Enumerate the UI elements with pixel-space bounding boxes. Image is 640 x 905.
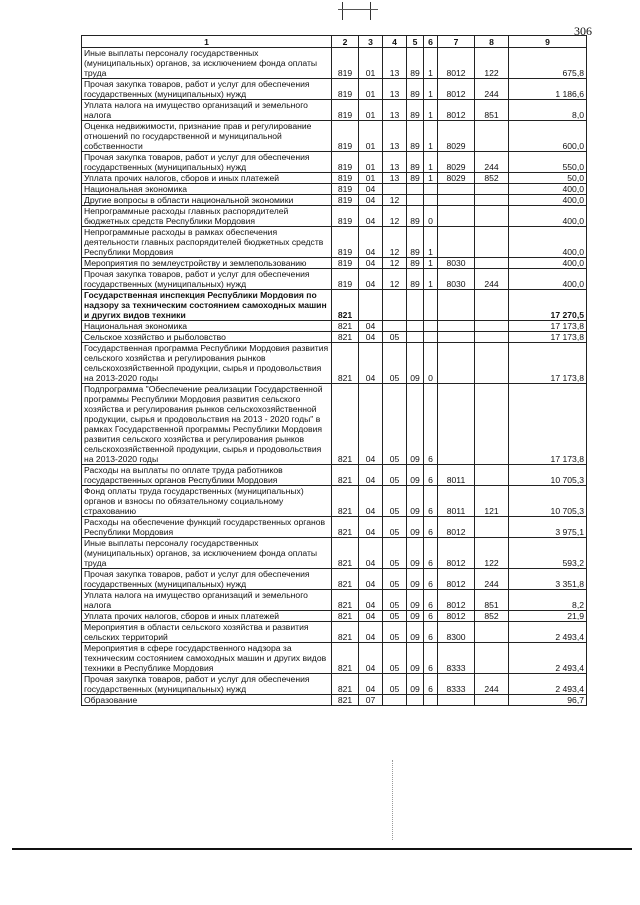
- row-code-c4: 05: [383, 332, 407, 343]
- row-amount: 3 351,8: [509, 569, 587, 590]
- row-code-c3: 04: [359, 269, 383, 290]
- row-code-c2: 821: [332, 465, 359, 486]
- row-code-c7: 8029: [438, 121, 475, 152]
- row-amount: 3 975,1: [509, 517, 587, 538]
- row-code-c2: 819: [332, 48, 359, 79]
- row-code-c6: [424, 695, 438, 706]
- row-code-c3: 04: [359, 538, 383, 569]
- row-code-c4: 13: [383, 79, 407, 100]
- table-row: [82, 384, 587, 465]
- row-description: Фонд оплаты труда государственных (муниципальных) органов и взносы по обязательному социальному страхованию: [82, 486, 332, 517]
- row-code-c2: 821: [332, 674, 359, 695]
- row-code-c4: 12: [383, 258, 407, 269]
- row-code-c7: 8012: [438, 569, 475, 590]
- row-amount: 593,2: [509, 538, 587, 569]
- row-description: Национальная экономика: [82, 321, 332, 332]
- row-code-c4: 05: [383, 611, 407, 622]
- row-code-c2: 821: [332, 643, 359, 674]
- row-amount: 2 493,4: [509, 622, 587, 643]
- row-code-c6: [424, 290, 438, 321]
- row-code-c5: 89: [407, 269, 424, 290]
- row-code-c7: [438, 695, 475, 706]
- row-description: Национальная экономика: [82, 184, 332, 195]
- row-description: Непрограммные расходы главных распорядителей бюджетных средств Республики Мордовия: [82, 206, 332, 227]
- row-code-c2: 821: [332, 343, 359, 384]
- row-code-c5: 89: [407, 79, 424, 100]
- row-code-c6: [424, 184, 438, 195]
- row-amount: 550,0: [509, 152, 587, 173]
- row-code-c8: 122: [475, 48, 509, 79]
- row-description: Государственная инспекция Республики Мордовия по надзору за техническим состоянием самоходных машин и других видов техники: [82, 290, 332, 321]
- column-header: 3: [359, 36, 383, 48]
- row-code-c4: 13: [383, 152, 407, 173]
- row-code-c5: 89: [407, 48, 424, 79]
- table-row: [82, 48, 587, 79]
- row-description: Прочая закупка товаров, работ и услуг для обеспечения государственных (муниципальных) нужд: [82, 79, 332, 100]
- row-code-c6: 1: [424, 269, 438, 290]
- row-description: Иные выплаты персоналу государственных (муниципальных) органов, за исключением фонда оплаты труда: [82, 538, 332, 569]
- row-code-c5: [407, 332, 424, 343]
- row-description: Расходы на выплаты по оплате труда работников государственных органов Республики Мордовия: [82, 465, 332, 486]
- binding-mark: [330, 0, 400, 22]
- row-code-c2: 821: [332, 384, 359, 465]
- row-code-c3: 04: [359, 184, 383, 195]
- row-code-c8: [475, 195, 509, 206]
- row-code-c8: [475, 465, 509, 486]
- row-code-c4: 13: [383, 48, 407, 79]
- row-code-c5: 89: [407, 227, 424, 258]
- row-code-c8: [475, 517, 509, 538]
- row-code-c3: 04: [359, 384, 383, 465]
- row-code-c6: 1: [424, 173, 438, 184]
- column-header: 7: [438, 36, 475, 48]
- row-code-c2: 819: [332, 227, 359, 258]
- row-code-c7: 8012: [438, 611, 475, 622]
- row-code-c3: 01: [359, 121, 383, 152]
- row-amount: 17 173,8: [509, 321, 587, 332]
- row-code-c2: 819: [332, 79, 359, 100]
- row-code-c5: 09: [407, 590, 424, 611]
- row-code-c8: 852: [475, 611, 509, 622]
- row-code-c7: [438, 290, 475, 321]
- column-header: 1: [82, 36, 332, 48]
- table-row: [82, 590, 587, 611]
- row-amount: 10 705,3: [509, 465, 587, 486]
- row-code-c2: 821: [332, 695, 359, 706]
- row-code-c4: 05: [383, 343, 407, 384]
- row-description: Уплата прочих налогов, сборов и иных платежей: [82, 611, 332, 622]
- row-code-c2: 819: [332, 184, 359, 195]
- row-code-c2: 819: [332, 269, 359, 290]
- row-code-c6: 6: [424, 465, 438, 486]
- table-row: [82, 206, 587, 227]
- row-code-c5: 09: [407, 384, 424, 465]
- row-description: Иные выплаты персоналу государственных (муниципальных) органов, за исключением фонда оплаты труда: [82, 48, 332, 79]
- row-code-c3: 04: [359, 195, 383, 206]
- row-code-c3: 04: [359, 227, 383, 258]
- row-code-c4: 13: [383, 121, 407, 152]
- row-code-c3: 04: [359, 343, 383, 384]
- row-code-c4: 05: [383, 643, 407, 674]
- table-row: [82, 269, 587, 290]
- row-code-c7: 8012: [438, 517, 475, 538]
- row-code-c3: 04: [359, 465, 383, 486]
- row-amount: 2 493,4: [509, 674, 587, 695]
- row-code-c2: 819: [332, 258, 359, 269]
- row-amount: 400,0: [509, 258, 587, 269]
- row-code-c6: 6: [424, 569, 438, 590]
- table-row: [82, 465, 587, 486]
- table-row: [82, 195, 587, 206]
- row-amount: 50,0: [509, 173, 587, 184]
- row-description: Прочая закупка товаров, работ и услуг для обеспечения государственных (муниципальных) нужд: [82, 569, 332, 590]
- row-amount: 8,0: [509, 100, 587, 121]
- row-code-c8: [475, 343, 509, 384]
- table-row: [82, 517, 587, 538]
- row-code-c7: 8012: [438, 538, 475, 569]
- row-code-c8: 122: [475, 538, 509, 569]
- row-code-c2: 819: [332, 152, 359, 173]
- table-row: [82, 643, 587, 674]
- row-code-c6: 1: [424, 48, 438, 79]
- table-row: [82, 258, 587, 269]
- row-code-c8: 244: [475, 152, 509, 173]
- table-row: [82, 611, 587, 622]
- row-code-c2: 821: [332, 517, 359, 538]
- row-code-c8: [475, 121, 509, 152]
- row-code-c6: 1: [424, 152, 438, 173]
- row-code-c5: 09: [407, 486, 424, 517]
- row-amount: 2 493,4: [509, 643, 587, 674]
- row-code-c4: 05: [383, 486, 407, 517]
- row-code-c6: [424, 195, 438, 206]
- row-code-c4: [383, 290, 407, 321]
- table-row: [82, 173, 587, 184]
- row-code-c2: 821: [332, 290, 359, 321]
- column-header: 9: [509, 36, 587, 48]
- row-code-c8: 244: [475, 79, 509, 100]
- row-code-c5: [407, 695, 424, 706]
- row-code-c6: 6: [424, 384, 438, 465]
- row-code-c5: 89: [407, 100, 424, 121]
- row-description: Прочая закупка товаров, работ и услуг для обеспечения государственных (муниципальных) нужд: [82, 269, 332, 290]
- table-row: [82, 486, 587, 517]
- table-row: [82, 695, 587, 706]
- row-code-c4: 13: [383, 173, 407, 184]
- column-header: 4: [383, 36, 407, 48]
- row-description: Прочая закупка товаров, работ и услуг для обеспечения государственных (муниципальных) нужд: [82, 674, 332, 695]
- row-amount: 8,2: [509, 590, 587, 611]
- row-code-c4: 05: [383, 569, 407, 590]
- row-amount: 96,7: [509, 695, 587, 706]
- row-description: Расходы на обеспечение функций государственных органов Республики Мордовия: [82, 517, 332, 538]
- row-code-c4: 12: [383, 227, 407, 258]
- row-code-c4: 12: [383, 195, 407, 206]
- row-description: Мероприятия в сфере государственного надзора за техническим состоянием самоходных машин и других видов техники в Республике Мордовия: [82, 643, 332, 674]
- page-bottom-rule: [12, 848, 632, 850]
- row-amount: 400,0: [509, 184, 587, 195]
- table-row: [82, 100, 587, 121]
- row-code-c4: [383, 184, 407, 195]
- row-code-c7: 8300: [438, 622, 475, 643]
- row-description: Уплата налога на имущество организаций и земельного налога: [82, 590, 332, 611]
- row-code-c6: 6: [424, 622, 438, 643]
- row-amount: 400,0: [509, 195, 587, 206]
- row-code-c3: 01: [359, 100, 383, 121]
- row-code-c4: 05: [383, 517, 407, 538]
- row-code-c3: 04: [359, 622, 383, 643]
- row-code-c7: [438, 227, 475, 258]
- row-amount: 17 173,8: [509, 332, 587, 343]
- row-code-c5: [407, 195, 424, 206]
- row-code-c4: 05: [383, 465, 407, 486]
- row-description: Прочая закупка товаров, работ и услуг для обеспечения государственных (муниципальных) нужд: [82, 152, 332, 173]
- row-code-c6: 1: [424, 100, 438, 121]
- row-code-c7: 8012: [438, 48, 475, 79]
- row-code-c8: [475, 290, 509, 321]
- row-code-c2: 819: [332, 100, 359, 121]
- row-code-c2: 819: [332, 173, 359, 184]
- row-code-c2: 821: [332, 590, 359, 611]
- row-code-c7: 8011: [438, 465, 475, 486]
- row-code-c8: 121: [475, 486, 509, 517]
- row-code-c2: 819: [332, 206, 359, 227]
- row-code-c5: 09: [407, 674, 424, 695]
- column-header: 6: [424, 36, 438, 48]
- row-code-c4: 05: [383, 590, 407, 611]
- row-code-c7: 8011: [438, 486, 475, 517]
- row-description: Государственная программа Республики Мордовия развития сельского хозяйства и регулирования рынков сельскохозяйственной продукции, сырья и продовольствия на 2013-2020 годы: [82, 343, 332, 384]
- row-code-c7: [438, 184, 475, 195]
- row-amount: 400,0: [509, 269, 587, 290]
- row-code-c6: 6: [424, 590, 438, 611]
- row-description: Подпрограмма "Обеспечение реализации Государственной программы Республики Мордовия развития сельского хозяйства и регулирования рынков сельскохозяйственной продукции, сырья и продовольствия на 2013 - 2020 годы" в рамках Государственной программы Республики Мордовия развития сельского хозяйства и регулирования рынков сельскохозяйственной продукции, сырья и продовольствия на 2013-2020 годы: [82, 384, 332, 465]
- row-code-c3: 04: [359, 611, 383, 622]
- row-code-c5: 09: [407, 465, 424, 486]
- row-code-c5: 09: [407, 538, 424, 569]
- row-code-c3: 01: [359, 173, 383, 184]
- row-code-c7: 8333: [438, 674, 475, 695]
- row-amount: 10 705,3: [509, 486, 587, 517]
- row-amount: 1 186,6: [509, 79, 587, 100]
- row-code-c7: [438, 343, 475, 384]
- row-code-c5: 09: [407, 622, 424, 643]
- row-code-c7: 8012: [438, 100, 475, 121]
- row-code-c7: [438, 332, 475, 343]
- row-code-c6: 6: [424, 611, 438, 622]
- row-code-c3: 04: [359, 643, 383, 674]
- row-code-c4: 12: [383, 269, 407, 290]
- row-code-c3: 04: [359, 590, 383, 611]
- row-code-c3: 04: [359, 321, 383, 332]
- table-row: [82, 569, 587, 590]
- row-code-c6: 1: [424, 227, 438, 258]
- column-header: 8: [475, 36, 509, 48]
- row-code-c6: 6: [424, 486, 438, 517]
- row-code-c7: [438, 384, 475, 465]
- row-code-c8: 851: [475, 590, 509, 611]
- row-code-c4: 13: [383, 100, 407, 121]
- page-number: 306: [574, 24, 592, 38]
- row-code-c7: 8012: [438, 590, 475, 611]
- row-code-c2: 821: [332, 321, 359, 332]
- row-code-c5: 09: [407, 569, 424, 590]
- table-row: [82, 184, 587, 195]
- table-row: [82, 332, 587, 343]
- row-code-c7: 8030: [438, 258, 475, 269]
- row-code-c8: [475, 206, 509, 227]
- row-code-c4: 05: [383, 538, 407, 569]
- row-code-c3: 01: [359, 48, 383, 79]
- row-code-c3: 04: [359, 569, 383, 590]
- table-row: [82, 538, 587, 569]
- column-header: 5: [407, 36, 424, 48]
- row-description: Другие вопросы в области национальной экономики: [82, 195, 332, 206]
- row-code-c2: 819: [332, 195, 359, 206]
- row-code-c6: [424, 332, 438, 343]
- row-code-c8: 244: [475, 269, 509, 290]
- row-code-c4: [383, 695, 407, 706]
- row-code-c8: [475, 695, 509, 706]
- table-row: [82, 79, 587, 100]
- row-code-c5: 09: [407, 517, 424, 538]
- table-row: [82, 321, 587, 332]
- row-code-c6: 6: [424, 538, 438, 569]
- scan-artifact: [392, 760, 407, 840]
- row-code-c7: 8012: [438, 79, 475, 100]
- row-description: Непрограммные расходы в рамках обеспечения деятельности главных распорядителей бюджетных средств Республики Мордовия: [82, 227, 332, 258]
- row-code-c8: [475, 622, 509, 643]
- row-code-c6: 6: [424, 674, 438, 695]
- row-code-c5: 89: [407, 173, 424, 184]
- row-description: Образование: [82, 695, 332, 706]
- row-amount: 17 173,8: [509, 343, 587, 384]
- row-code-c4: 12: [383, 206, 407, 227]
- row-amount: 600,0: [509, 121, 587, 152]
- row-code-c8: [475, 332, 509, 343]
- row-code-c3: 01: [359, 79, 383, 100]
- row-amount: 17 173,8: [509, 384, 587, 465]
- row-code-c8: 244: [475, 674, 509, 695]
- row-code-c5: 09: [407, 343, 424, 384]
- row-code-c7: 8030: [438, 269, 475, 290]
- row-description: Уплата прочих налогов, сборов и иных платежей: [82, 173, 332, 184]
- table-row: [82, 121, 587, 152]
- row-code-c8: 851: [475, 100, 509, 121]
- row-description: Мероприятия в области сельского хозяйства и развития сельских территорий: [82, 622, 332, 643]
- table-row: [82, 674, 587, 695]
- row-code-c8: [475, 227, 509, 258]
- row-code-c5: 09: [407, 643, 424, 674]
- row-code-c7: [438, 206, 475, 227]
- row-code-c7: [438, 321, 475, 332]
- row-code-c3: 07: [359, 695, 383, 706]
- row-code-c5: [407, 184, 424, 195]
- row-code-c8: 244: [475, 569, 509, 590]
- row-code-c7: 8029: [438, 152, 475, 173]
- row-amount: 21,9: [509, 611, 587, 622]
- row-description: Мероприятия по землеустройству и землепользованию: [82, 258, 332, 269]
- row-code-c8: [475, 384, 509, 465]
- row-code-c7: 8333: [438, 643, 475, 674]
- table-row: [82, 622, 587, 643]
- row-amount: 17 270,5: [509, 290, 587, 321]
- row-code-c8: [475, 184, 509, 195]
- row-code-c3: 04: [359, 332, 383, 343]
- row-code-c2: 821: [332, 332, 359, 343]
- row-code-c6: 1: [424, 258, 438, 269]
- row-code-c5: 89: [407, 152, 424, 173]
- row-code-c8: [475, 258, 509, 269]
- row-code-c2: 821: [332, 538, 359, 569]
- table-row: [82, 152, 587, 173]
- budget-table: [81, 35, 587, 706]
- row-code-c4: 05: [383, 674, 407, 695]
- row-code-c3: 01: [359, 152, 383, 173]
- row-code-c4: 05: [383, 622, 407, 643]
- row-code-c3: 04: [359, 517, 383, 538]
- row-code-c7: 8029: [438, 173, 475, 184]
- row-code-c3: [359, 290, 383, 321]
- table-row: [82, 343, 587, 384]
- row-code-c8: [475, 321, 509, 332]
- row-code-c8: [475, 643, 509, 674]
- row-code-c7: [438, 195, 475, 206]
- row-code-c6: 0: [424, 343, 438, 384]
- row-description: Оценка недвижимости, признание прав и регулирование отношений по государственной и муниципальной собственности: [82, 121, 332, 152]
- row-code-c8: 852: [475, 173, 509, 184]
- row-code-c2: 821: [332, 569, 359, 590]
- row-code-c3: 04: [359, 206, 383, 227]
- row-code-c6: 1: [424, 121, 438, 152]
- row-code-c5: 89: [407, 121, 424, 152]
- row-code-c2: 819: [332, 121, 359, 152]
- row-code-c5: 89: [407, 206, 424, 227]
- row-amount: 675,8: [509, 48, 587, 79]
- row-code-c5: 89: [407, 258, 424, 269]
- row-code-c6: [424, 321, 438, 332]
- row-description: Сельское хозяйство и рыболовство: [82, 332, 332, 343]
- table-row: [82, 227, 587, 258]
- row-code-c4: [383, 321, 407, 332]
- row-code-c4: 05: [383, 384, 407, 465]
- row-code-c3: 04: [359, 258, 383, 269]
- row-code-c6: 1: [424, 79, 438, 100]
- row-code-c3: 04: [359, 674, 383, 695]
- row-code-c6: 6: [424, 517, 438, 538]
- row-code-c5: [407, 321, 424, 332]
- row-code-c2: 821: [332, 611, 359, 622]
- row-code-c6: 0: [424, 206, 438, 227]
- row-code-c5: 09: [407, 611, 424, 622]
- table-header-row: [82, 36, 587, 48]
- row-code-c5: [407, 290, 424, 321]
- row-code-c6: 6: [424, 643, 438, 674]
- row-amount: 400,0: [509, 227, 587, 258]
- row-amount: 400,0: [509, 206, 587, 227]
- row-code-c3: 04: [359, 486, 383, 517]
- column-header: 2: [332, 36, 359, 48]
- row-description: Уплата налога на имущество организаций и земельного налога: [82, 100, 332, 121]
- row-code-c2: 821: [332, 622, 359, 643]
- table-row: [82, 290, 587, 321]
- row-code-c2: 821: [332, 486, 359, 517]
